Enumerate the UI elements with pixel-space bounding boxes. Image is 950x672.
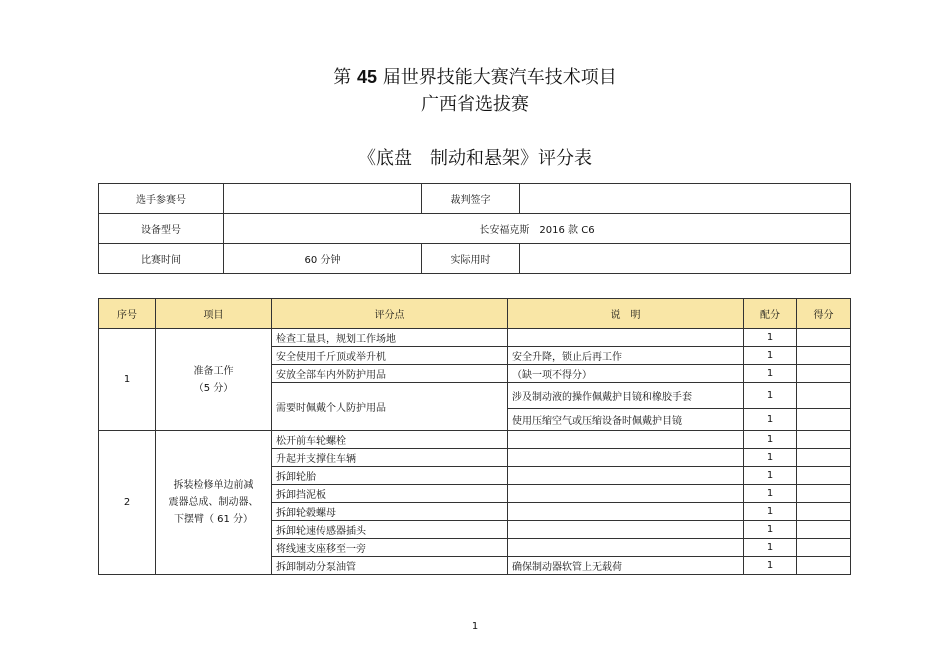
max-score: 1 — [744, 539, 797, 557]
awarded-score-cell[interactable] — [797, 329, 851, 347]
score-table — [98, 298, 851, 575]
judge-label: 裁判签字 — [422, 184, 520, 214]
score-table-body — [99, 329, 851, 575]
scoring-note — [508, 539, 744, 557]
awarded-score-cell[interactable] — [797, 557, 851, 575]
scoring-note — [508, 485, 744, 503]
scoring-note: 使用压缩空气或压缩设备时佩戴护目镜 — [508, 409, 744, 431]
scoring-note — [508, 329, 744, 347]
scoring-point: 安全使用千斤顶或举升机 — [272, 347, 508, 365]
scoring-note — [508, 503, 744, 521]
scoring-point: 安放全部车内外防护用品 — [272, 365, 508, 383]
info-row-contestant — [99, 184, 851, 214]
actual-time-value — [520, 244, 851, 274]
scoring-point: 拆卸轮毂螺母 — [272, 503, 508, 521]
header-max-score: 配分 — [744, 299, 797, 329]
awarded-score-cell[interactable] — [797, 347, 851, 365]
time-value: 60 分钟 — [224, 244, 422, 274]
max-score: 1 — [744, 431, 797, 449]
awarded-score-cell[interactable] — [797, 467, 851, 485]
table-row — [99, 431, 851, 449]
awarded-score-cell[interactable] — [797, 521, 851, 539]
score-table-header — [99, 299, 851, 329]
awarded-score-cell[interactable] — [797, 503, 851, 521]
title-number: 45 — [356, 67, 378, 87]
scoring-note — [508, 521, 744, 539]
table-row — [99, 329, 851, 347]
max-score: 1 — [744, 409, 797, 431]
max-score: 1 — [744, 557, 797, 575]
header-no: 序号 — [99, 299, 156, 329]
info-table — [98, 183, 851, 274]
header-notes: 说 明 — [508, 299, 744, 329]
info-row-equipment — [99, 214, 851, 244]
header-score: 得分 — [797, 299, 851, 329]
awarded-score-cell[interactable] — [797, 431, 851, 449]
scoring-note — [508, 431, 744, 449]
max-score: 1 — [744, 467, 797, 485]
section-item-line: （5 分） — [193, 382, 234, 394]
time-label: 比赛时间 — [99, 244, 224, 274]
scoring-point: 检查工量具，规划工作场地 — [272, 329, 508, 347]
scoring-point: 需要时佩戴个人防护用品 — [272, 383, 508, 431]
page-number: 1 — [471, 621, 479, 632]
contestant-label: 选手参赛号 — [99, 184, 224, 214]
form-title: 《底盘 制动和悬架》评分表 — [358, 148, 592, 169]
title-prefix: 第 — [333, 67, 352, 88]
section-number: 1 — [99, 329, 156, 431]
max-score: 1 — [744, 383, 797, 409]
scoring-note: 安全升降，锁止后再工作 — [508, 347, 744, 365]
scoring-note: 涉及制动液的操作佩戴护目镜和橡胶手套 — [508, 383, 744, 409]
awarded-score-cell[interactable] — [797, 365, 851, 383]
max-score: 1 — [744, 485, 797, 503]
max-score: 1 — [744, 329, 797, 347]
scoring-point: 松开前车轮螺栓 — [272, 431, 508, 449]
max-score: 1 — [744, 521, 797, 539]
competition-subtitle: 广西省选拔赛 — [421, 94, 529, 115]
scoring-point: 拆卸轮胎 — [272, 467, 508, 485]
scoring-note — [508, 467, 744, 485]
section-item — [156, 431, 272, 575]
awarded-score-cell[interactable] — [797, 383, 851, 409]
scoring-point: 拆卸轮速传感器插头 — [272, 521, 508, 539]
awarded-score-cell[interactable] — [797, 409, 851, 431]
awarded-score-cell[interactable] — [797, 449, 851, 467]
section-item — [156, 329, 272, 431]
header-item: 项目 — [156, 299, 272, 329]
scoring-note — [508, 449, 744, 467]
max-score: 1 — [744, 347, 797, 365]
max-score: 1 — [744, 503, 797, 521]
header-point: 评分点 — [272, 299, 508, 329]
scoring-note: 确保制动器软管上无载荷 — [508, 557, 744, 575]
section-item-line: 拆装检修单边前减 — [173, 480, 254, 491]
section-item-line: 准备工作 — [193, 365, 234, 377]
section-number: 2 — [99, 431, 156, 575]
judge-value — [520, 184, 851, 214]
info-row-time — [99, 244, 851, 274]
section-item-line: 下摆臂（ 61 分） — [173, 514, 254, 525]
actual-time-label: 实际用时 — [422, 244, 520, 274]
awarded-score-cell[interactable] — [797, 539, 851, 557]
scoring-point: 拆卸制动分泵油管 — [272, 557, 508, 575]
scoring-point: 将线速支座移至一旁 — [272, 539, 508, 557]
scoring-point: 升起并支撑住车辆 — [272, 449, 508, 467]
max-score: 1 — [744, 365, 797, 383]
title-suffix: 届世界技能大赛汽车技术项目 — [382, 67, 617, 88]
equipment-value: 长安福克斯 2016 款 C6 — [224, 214, 851, 244]
competition-title — [0, 66, 950, 89]
scoring-note: （缺一项不得分） — [508, 365, 744, 383]
section-item-line: 震器总成、制动器、 — [168, 497, 259, 508]
awarded-score-cell[interactable] — [797, 485, 851, 503]
contestant-value — [224, 184, 422, 214]
equipment-label: 设备型号 — [99, 214, 224, 244]
scoring-point: 拆卸挡泥板 — [272, 485, 508, 503]
max-score: 1 — [744, 449, 797, 467]
